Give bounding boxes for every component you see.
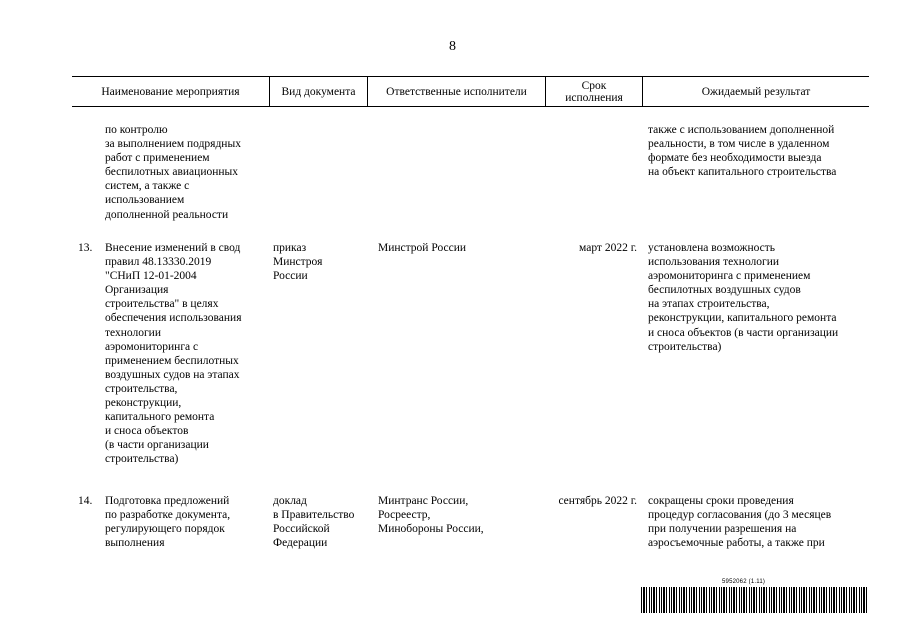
barcode-caption: 5952062 (1.11): [722, 579, 766, 585]
cell-expected-result: также с использованием дополненной реальности, в том числе в удаленном формате без необходимости выезда на объект капитального строительства: [648, 124, 837, 179]
table-header: [72, 76, 869, 107]
page-number: 8: [449, 39, 456, 54]
header-responsible-executors: Ответственные исполнители: [367, 77, 545, 106]
header-deadline: Срок исполнения: [545, 77, 642, 106]
header-event-name: Наименование мероприятия: [101, 85, 240, 98]
header-document-type: Вид документа: [269, 77, 367, 106]
cell-event-name: Подготовка предложений по разработке документа, регулирующего порядок выполнения: [105, 495, 231, 550]
cell-deadline: сентябрь 2022 г.: [558, 495, 637, 507]
barcode-image: [641, 587, 869, 613]
cell-row-number: 14.: [78, 495, 93, 507]
cell-event-name: по контролю за выполнением подрядных работ с применением беспилотных авиационных систем, а также с использованием дополненной реальности: [105, 124, 241, 221]
header-expected-result: Ожидаемый результат: [642, 77, 869, 106]
cell-row-number: 13.: [78, 242, 93, 254]
cell-responsible-executors: Минтранс России, Росреестр, Минобороны России,: [378, 495, 484, 536]
cell-document-type: приказ Минстроя России: [273, 242, 323, 283]
cell-expected-result: установлена возможность использования технологии аэромониторинга с применением беспилотных воздушных судов на этапах строительства, реконструкции, капитального ремонта и сноса объектов (в части организации строительства): [648, 242, 839, 353]
cell-deadline: март 2022 г.: [579, 242, 637, 254]
cell-responsible-executors: Минстрой России: [378, 242, 466, 254]
cell-document-type: доклад в Правительство Российской Федерации: [273, 495, 355, 550]
cell-event-name: Внесение изменений в свод правил 48.13330.2019 "СНиП 12-01-2004 Организация строительства" в целях обеспечения использования технологии аэромониторинга с применением беспилотных воздушных судов на этапах строительства, реконструкции, капитального ремонта и сноса объектов (в части организации строительства): [105, 242, 242, 466]
cell-expected-result: сокращены сроки проведения процедур согласования (до 3 месяцев при получении разрешения на аэросъемочные работы, а также при: [648, 495, 832, 550]
